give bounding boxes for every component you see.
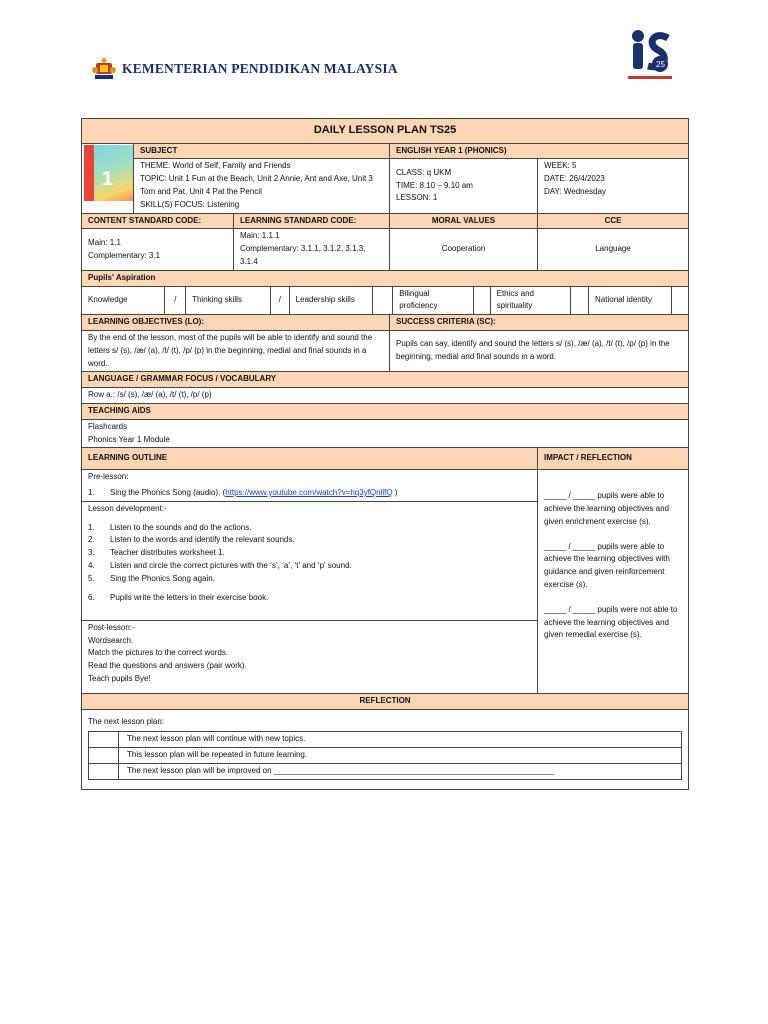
week: WEEK: 5 — [544, 161, 577, 171]
ts25-logo-icon — [624, 26, 676, 84]
list-item: 1. Listen to the sounds and do the actions. — [88, 522, 252, 532]
list-item: 4. Listen and circle the correct pictures with the ‘s’, ‘a’, ‘t’ and ‘p’ sound. — [88, 560, 352, 570]
post-lesson — [82, 620, 538, 693]
lo-label: LEARNING OBJECTIVES (LO): — [82, 315, 390, 331]
option-continue: The next lesson plan will continue with new topics. — [119, 732, 682, 748]
option-improve: The next lesson plan will be improved on _______________________________________________________________ — [119, 764, 682, 780]
lesson-theme-topic — [134, 159, 390, 213]
ministry-name: KEMENTERIAN PENDIDIKAN MALAYSIA — [122, 61, 398, 76]
learning-standard — [234, 229, 390, 270]
aspiration-mark — [372, 287, 393, 315]
content-main: Main: 1.1 — [88, 237, 121, 247]
aspiration-national: National identity — [589, 287, 672, 315]
content-complementary: Complementary: 3.1 — [88, 250, 161, 260]
sc-label: SUCCESS CRITERIA (SC): — [390, 315, 689, 331]
reflection-label: REFLECTION — [82, 693, 689, 709]
option-checkbox[interactable] — [89, 748, 119, 764]
list-item: Read the questions and answers (pair work). — [88, 661, 247, 671]
page-title: DAILY LESSON PLAN TS25 — [82, 119, 689, 144]
aspiration-ethics: Ethics and spirituality — [490, 287, 571, 315]
learning-complementary: Complementary: 3.1.1, 3.1.2, 3.1.3, 3.1.4 — [240, 244, 366, 266]
learning-main: Main: 1.1.1 — [240, 231, 280, 241]
list-item: 3. Teacher distributes worksheet 1. — [88, 548, 225, 558]
language-label: LANGUAGE / GRAMMAR FOCUS / VOCABULARY — [82, 372, 689, 388]
option-checkbox[interactable] — [89, 732, 119, 748]
aspiration-leadership: Leadership skills — [289, 287, 372, 315]
impact-remedial: _____ / _____ pupils were not able to achieve the learning objectives and given remedial exercise (s). — [544, 604, 678, 640]
aspiration-row — [82, 286, 689, 315]
list-item: 6. Pupils write the letters in their exercise book. — [88, 592, 269, 602]
teaching-aids — [82, 419, 689, 448]
development-list — [88, 522, 531, 605]
ministry-crest-icon — [92, 56, 116, 82]
aspiration-mark — [571, 287, 589, 315]
subject-label: SUBJECT — [134, 143, 390, 159]
option-checkbox[interactable] — [89, 764, 119, 780]
content-standard-label: CONTENT STANDARD CODE: — [82, 213, 234, 229]
class: CLASS: q UKM — [396, 167, 452, 177]
pre-lesson-text: Sing the Phonics Song (audio). ( — [110, 487, 226, 497]
next-lesson-label: The next lesson plan: — [88, 716, 165, 726]
learning-objectives: By the end of the lesson, most of the pupils will be able to identify and sound the letters s/ (s), /æ/ (a), /t/ (t), /p/ (p) in the beginning, medial and final sounds in a word. — [82, 330, 390, 371]
textbook-cover — [82, 143, 134, 213]
moral-values-label: MORAL VALUES — [390, 213, 538, 229]
lesson-development — [82, 501, 538, 620]
list-item: Wordsearch. — [88, 635, 134, 645]
content-standard — [82, 229, 234, 270]
textbook-cover-image: 1 — [84, 145, 134, 201]
list-item: Teach pupils Bye! — [88, 673, 151, 683]
aids-label: TEACHING AIDS — [82, 403, 689, 419]
cce: Language — [538, 229, 689, 270]
success-criteria: Pupils can say, identify and sound the letters s/ (s), /æ/ (a), /t/ (t), /p/ (p) in the beginning, medial and final sounds in a word. — [390, 330, 689, 371]
aid-item: Phonics Year 1 Module — [88, 434, 170, 444]
learning-standard-label: LEARNING STANDARD CODE: — [234, 213, 390, 229]
lesson-number: LESSON: 1 — [396, 193, 438, 203]
aspiration-mark: / — [271, 287, 290, 315]
skill-focus: SKILL(S) FOCUS: Listening — [140, 199, 240, 209]
aspiration-mark — [671, 287, 688, 315]
phonics-song-link[interactable]: https://www.youtube.com/watch?v=hq3yfQnllfQ — [225, 487, 393, 497]
aspiration-knowledge: Knowledge — [82, 287, 165, 315]
aspiration-mark: / — [165, 287, 186, 315]
language-focus: Row a.: /s/ (s), /æ/ (a), /t/ (t), /p/ (p) — [82, 388, 689, 404]
development-label: Lesson development:- — [88, 503, 167, 513]
list-item: 2. Listen to the words and identify the relevant sounds. — [88, 535, 295, 545]
list-item: Match the pictures to the correct words. — [88, 648, 229, 658]
aid-item: Flashcards — [88, 421, 128, 431]
pre-lesson-label: Pre-lesson: — [88, 472, 129, 482]
date: DATE: 26/4/2023 — [544, 174, 605, 184]
theme: THEME: World of Self, Family and Friends — [140, 161, 291, 171]
impact-label: IMPACT / REFLECTION — [538, 448, 689, 470]
topic: TOPIC: Unit 1 Fun at the Beach, Unit 2 Annie, Ant and Axe, Unit 3 Tom and Pat, Unit 4 Pat the Pencil — [140, 174, 373, 196]
week-date-day — [538, 159, 689, 213]
list-item: 5. Sing the Phonics Song again. — [88, 573, 215, 583]
impact-enrichment: _____ / _____ pupils were able to achieve the learning objectives and given enrichment exercise (s). — [544, 491, 669, 526]
post-lesson-label: Post-lesson:- — [88, 622, 135, 632]
lesson-plan-table — [81, 118, 689, 790]
time: TIME: 8.10 – 9.10 am — [396, 180, 473, 190]
subject-value: ENGLISH YEAR 1 (PHONICS) — [390, 143, 689, 159]
svg-text:25: 25 — [656, 60, 665, 69]
aspiration-thinking: Thinking skills — [186, 287, 271, 315]
pre-lesson — [82, 470, 538, 502]
aspiration-label: Pupils' Aspiration — [82, 270, 689, 286]
aspiration-bilingual: Bilingual proficiency — [393, 287, 474, 315]
outline-label: LEARNING OUTLINE — [82, 448, 538, 470]
cce-label: CCE — [538, 213, 689, 229]
next-lesson-options — [88, 731, 682, 780]
impact-reflection — [538, 470, 689, 694]
aspiration-mark — [474, 287, 491, 315]
moral-values: Cooperation — [390, 229, 538, 270]
option-repeat: This lesson plan will be repeated in future learning. — [119, 748, 682, 764]
pre-lesson-end: ) — [392, 487, 398, 497]
pre-lesson-num: 1. — [88, 487, 95, 497]
impact-reinforcement: _____ / _____ pupils were able to achieve the learning objectives with guidance and given reinforcement exercise (s). — [544, 541, 670, 589]
reflection-section — [82, 709, 689, 790]
day: DAY: Wednesday — [544, 186, 606, 196]
class-time-lesson — [390, 159, 538, 213]
